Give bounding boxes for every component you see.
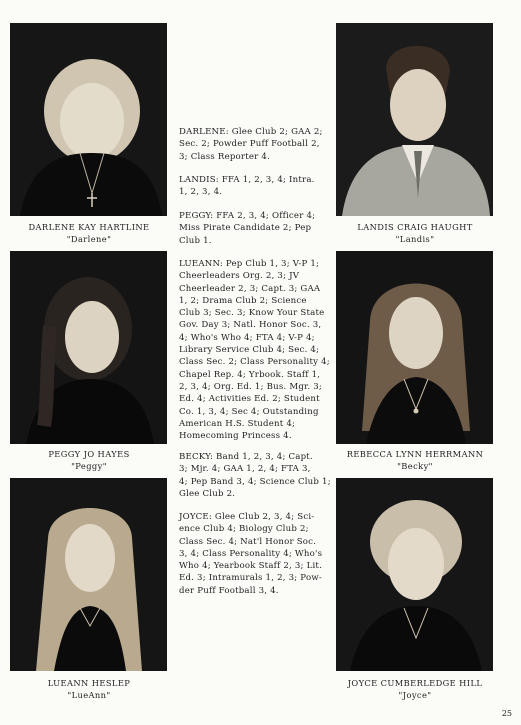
photo-joyce-hill [336, 478, 493, 671]
student-name: PEGGY JO HAYES [48, 449, 130, 459]
photo-rebecca-herrmann [336, 251, 493, 444]
caption-peggy [0, 448, 178, 472]
student-name: JOYCE CUMBERLEDGE HILL [347, 678, 483, 688]
photo-peggy-hayes [10, 251, 167, 444]
bio-landis: LANDIS: FFA 1, 2, 3, 4; Intra. 1, 2, 3, 4. [179, 175, 315, 198]
student-nickname: "Joyce" [398, 690, 432, 700]
bio-lueann: LUEANN: Pep Club 1, 3; V-P 1; Cheerleaders Org. 2, 3; JV Cheerleader 2, 3; Capt. 3; GAA 1, 2; Drama Club 2; Science Club 3; Sec. 3; Know Your State Gov. Day 3; Natl. Honor Soc. 3, 4; Who's Who 4; FTA 4; V-P 4; Library Service Club 4; Sec. 4; Class Sec. 2; Class Personality 4; Chapel Rep. 4; Yrbook. Staff 1, 2, 3, 4; Org. Ed. 1; Bus. Mgr. 3; Ed. 4; Activities Ed. 2; Student Co. 1, 3, 4; Sec 4; Outstanding American H.S. Student 4; Homecoming Princess 4. [179, 259, 330, 442]
student-nickname: "Becky" [397, 461, 433, 471]
page-number: 25 [501, 709, 512, 718]
bio-becky: BECKY: Band 1, 2, 3, 4; Capt. 3; Mjr. 4; GAA 1, 2, 4; FTA 3, 4; Pep Band 3, 4; Science Club 1; Glee Club 2. [179, 452, 331, 499]
bio-joyce: JOYCE: Glee Club 2, 3, 4; Sci- ence Club 4; Biology Club 2; Class Sec. 4; Nat'l Honor Soc. 3, 4; Class Personality 4; Who's Who 4; Yearbook Staff 2, 3; Lit. Ed. 3; Intramurals 1, 2, 3; Pow- der Puff Football 3, 4. [179, 512, 323, 596]
caption-landis [326, 221, 504, 245]
student-nickname: "Peggy" [71, 461, 107, 471]
bio-darlene: DARLENE: Glee Club 2; GAA 2; Sec. 2; Powder Puff Football 2, 3; Class Reporter 4. [179, 127, 323, 162]
bio-peggy: PEGGY: FFA 2, 3, 4; Officer 4; Miss Pirate Candidate 2; Pep Club 1. [179, 211, 316, 246]
student-nickname: "LueAnn" [67, 690, 111, 700]
student-name: DARLENE KAY HARTLINE [28, 222, 150, 232]
photo-lueann-heslep [10, 478, 167, 671]
student-name: LUEANN HESLEP [47, 678, 131, 688]
student-nickname: "Darlene" [66, 234, 112, 244]
caption-rebecca [326, 448, 504, 472]
photo-landis-haught [336, 23, 493, 216]
student-name: LANDIS CRAIG HAUGHT [357, 222, 473, 232]
caption-lueann [0, 677, 178, 701]
caption-joyce [326, 677, 504, 701]
student-nickname: "Landis" [395, 234, 435, 244]
student-name: REBECCA LYNN HERRMANN [346, 449, 484, 459]
photo-darlene-hartline [10, 23, 167, 216]
caption-darlene [0, 221, 178, 245]
